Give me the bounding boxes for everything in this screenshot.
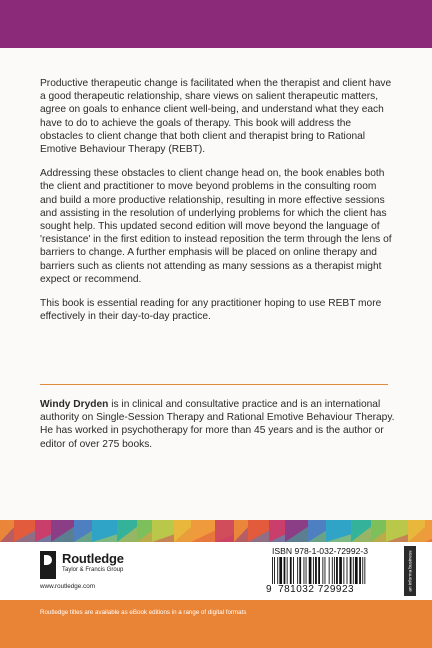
barcode-bars bbox=[270, 557, 386, 584]
informa-tag bbox=[404, 546, 416, 596]
author-bio-text: is in clinical and consultative practice and is an international authority on Single-Session Therapy and Rational Emotive Behaviour Therapy. He has worked in psychotherapy for more than 45 years and is the author or editor of over 275 books. bbox=[40, 399, 395, 450]
informa-tag-text: an informa business bbox=[407, 550, 413, 592]
top-color-band bbox=[0, 0, 432, 48]
footer-band bbox=[0, 600, 432, 648]
barcode-box bbox=[266, 546, 390, 596]
author-name: Windy Dryden bbox=[40, 399, 109, 410]
barcode-group-1: 781032 bbox=[278, 584, 315, 595]
author-bio bbox=[40, 398, 396, 451]
blurb-paragraph-3: This book is essential reading for any practitioner hoping to use REBT more effectively in their day-to-day practice. bbox=[40, 298, 382, 323]
ebook-note: Routledge titles are available as eBook editions in a range of digital formats bbox=[40, 609, 247, 616]
routledge-logo-icon bbox=[40, 551, 56, 579]
blurb-paragraph-1: Productive therapeutic change is facilitated when the therapist and client have a good therapeutic relationship, share views on salient therapeutic matters, agree on goals to enhance client well-being, and understand what they each have to do to achieve the goals of therapy. This book will address the obstacles to client change that both client and therapist bring to Rational Emotive Behaviour Therapy (REBT). bbox=[40, 78, 392, 156]
barcode-number bbox=[266, 584, 390, 595]
color-mosaic-strip bbox=[0, 520, 432, 542]
publisher-logo bbox=[40, 551, 150, 591]
blurb-paragraph-2: Addressing these obstacles to client change head on, the book enables both the client and practitioner to move beyond problems in the consulting room and build a more productive relationship, resulting in more effective sessions and assisting in the resolution of underlying problems for which the client has sought help. This updated second edition will move beyond the language of 'resistance' in the first edition to instead reposition the term through the lens of barriers to change. A further emphasis will be placed on online therapy and barriers such as clients not attending as many sessions as a therapist might expect or recommend. bbox=[40, 168, 392, 285]
publisher-url: www.routledge.com bbox=[40, 583, 95, 590]
isbn-label: ISBN 978-1-032-72992-3 bbox=[272, 546, 369, 556]
divider-rule bbox=[40, 384, 388, 385]
publisher-group: Taylor & Francis Group bbox=[62, 567, 124, 573]
barcode-group-2: 729923 bbox=[317, 584, 355, 595]
barcode-lead-digit: 9 bbox=[266, 584, 273, 595]
publisher-name: Routledge bbox=[62, 551, 124, 566]
blurb bbox=[40, 77, 396, 334]
